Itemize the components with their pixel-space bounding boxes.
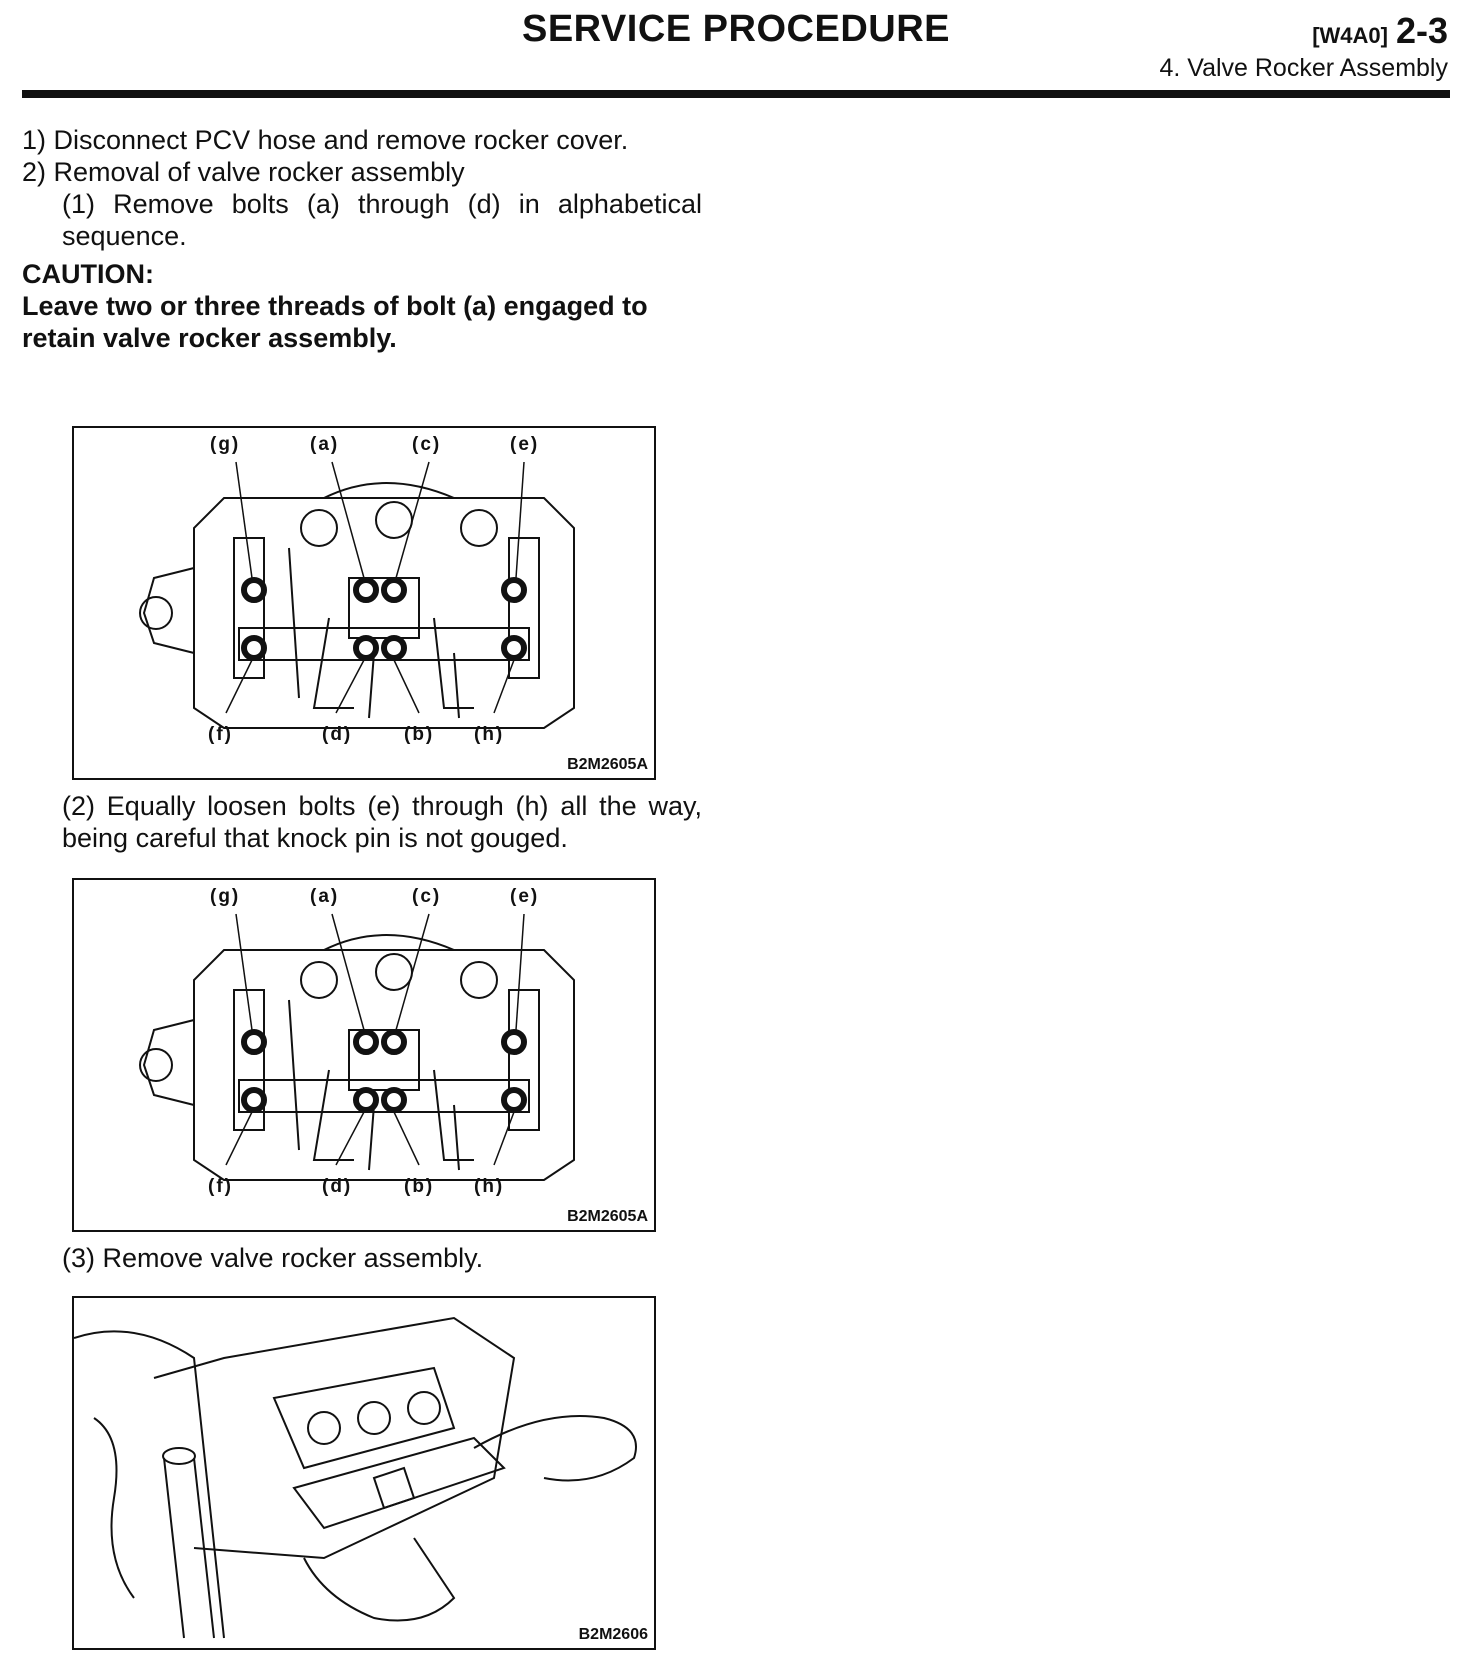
step-2: 2) Removal of valve rocker assembly — [22, 157, 465, 187]
figure-code: B2M2606 — [578, 1626, 648, 1643]
step-2-1: (1) Remove bolts (a) through (d) in alphabetical sequence. — [62, 189, 702, 251]
label-g: (g) — [210, 434, 241, 455]
label-a: (a) — [310, 434, 340, 455]
label-e: (e) — [510, 434, 540, 455]
label-f: (f) — [208, 724, 233, 745]
page-code-block — [1312, 10, 1448, 52]
label-a: (a) — [310, 886, 340, 907]
label-h: (h) — [474, 1176, 505, 1197]
section-code: [W4A0] — [1312, 23, 1388, 48]
figure-code: B2M2605A — [567, 1208, 648, 1225]
label-c: (c) — [412, 886, 442, 907]
step-1: 1) Disconnect PCV hose and remove rocker cover. — [22, 125, 629, 155]
hands-removing-assembly-illustration — [74, 1298, 654, 1648]
steps-block-1 — [22, 124, 702, 354]
label-b: (b) — [404, 724, 435, 745]
label-c: (c) — [412, 434, 442, 455]
figure-code: B2M2605A — [567, 756, 648, 773]
figure-rocker-bolts-2 — [72, 878, 656, 1232]
rocker-diagram-1 — [74, 428, 654, 778]
rocker-diagram-2 — [74, 880, 654, 1230]
page-number: 2-3 — [1395, 10, 1448, 51]
label-d: (d) — [322, 724, 353, 745]
step-2-2: (2) Equally loosen bolts (e) through (h) all the way, being careful that knock pin is not gouged. — [62, 791, 702, 853]
figure-rocker-bolts-1 — [72, 426, 656, 780]
label-f: (f) — [208, 1176, 233, 1197]
steps-block-2 — [22, 790, 702, 854]
caution-body: Leave two or three threads of bolt (a) engaged to retain valve rocker assembly. — [22, 291, 648, 353]
header-rule — [22, 90, 1450, 98]
label-h: (h) — [474, 724, 505, 745]
section-title: 4. Valve Rocker Assembly — [1159, 54, 1448, 82]
steps-block-3 — [22, 1242, 702, 1274]
label-b: (b) — [404, 1176, 435, 1197]
step-2-3: (3) Remove valve rocker assembly. — [62, 1243, 484, 1273]
label-g: (g) — [210, 886, 241, 907]
caution-title: CAUTION: — [22, 259, 154, 289]
figure-remove-assembly — [72, 1296, 656, 1650]
page-title: SERVICE PROCEDURE — [521, 8, 950, 50]
label-e: (e) — [510, 886, 540, 907]
label-d: (d) — [322, 1176, 353, 1197]
